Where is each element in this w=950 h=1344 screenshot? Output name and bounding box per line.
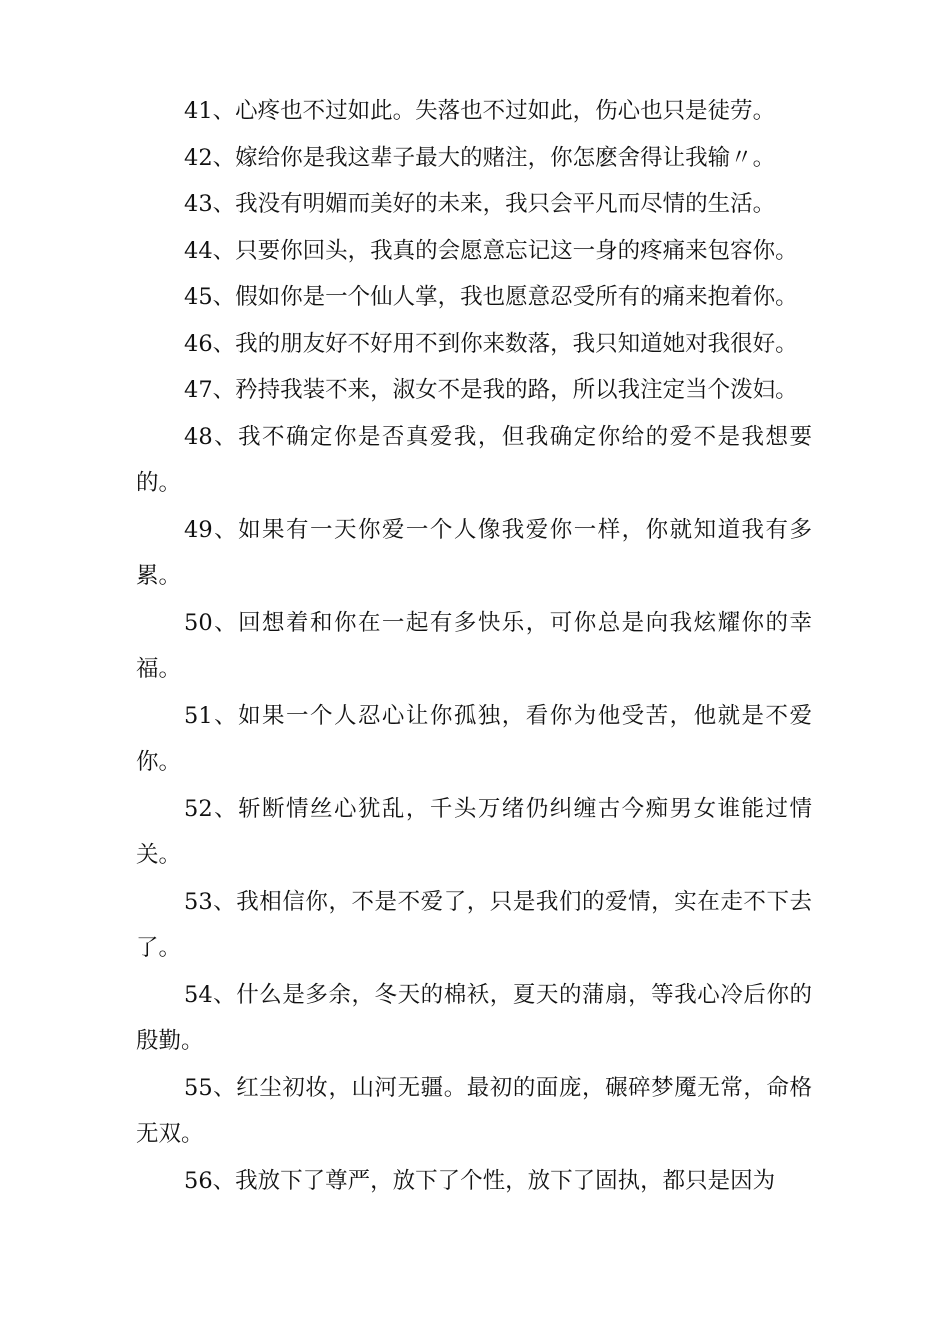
paragraph-56: 56、我放下了尊严，放下了个性，放下了固执，都只是因为	[184, 1167, 776, 1194]
paragraph-52: 52、斩断情丝心犹乱，千头万绪仍纠缠古今痴男女谁能过情关。	[136, 795, 812, 868]
paragraph-41: 41、心疼也不过如此。失落也不过如此，伤心也只是徒劳。	[184, 98, 776, 124]
paragraph-51: 51、如果一个人忍心让你孤独，看你为他受苦，他就是不爱你。	[136, 702, 812, 775]
paragraph-49: 49、如果有一天你爱一个人像我爱你一样，你就知道我有多累。	[136, 516, 812, 589]
paragraph-45: 45、假如你是一个仙人掌，我也愿意忍受所有的痛来抱着你。	[184, 284, 798, 310]
paragraph-47: 47、矜持我装不来，淑女不是我的路，所以我注定当个泼妇。	[184, 377, 798, 403]
document-body	[136, 88, 812, 1204]
paragraph-48: 48、我不确定你是否真爱我，但我确定你给的爱不是我想要的。	[136, 423, 812, 496]
paragraph-55: 55、红尘初妆，山河无疆。最初的面庞，碾碎梦魇无常，命格无双。	[136, 1074, 812, 1147]
paragraph-43: 43、我没有明媚而美好的未来，我只会平凡而尽情的生活。	[184, 191, 776, 217]
paragraph-46: 46、我的朋友好不好用不到你来数落，我只知道她对我很好。	[184, 330, 798, 357]
paragraph-50: 50、回想着和你在一起有多快乐，可你总是向我炫耀你的幸福。	[136, 609, 812, 682]
paragraph-44: 44、只要你回头，我真的会愿意忘记这一身的疼痛来包容你。	[184, 237, 798, 264]
paragraph-53: 53、我相信你，不是不爱了，只是我们的爱情，实在走不下去了。	[136, 888, 812, 961]
paragraph-42: 42、嫁给你是我这辈子最大的赌注，你怎麽舍得让我输〃。	[184, 144, 776, 171]
paragraph-54: 54、什么是多余，冬天的棉袄，夏天的蒲扇，等我心冷后你的殷勤。	[136, 981, 812, 1054]
